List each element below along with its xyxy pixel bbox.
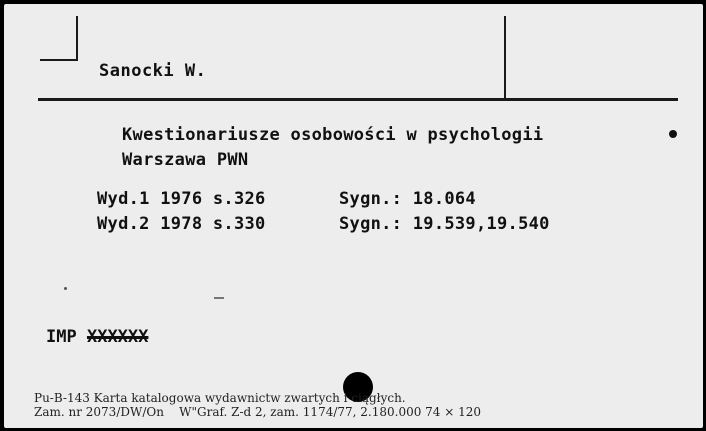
footer-line-1: Pu-B-143 Karta katalogowa wydawnictw zwartych i ciągłych. (34, 391, 406, 405)
header-divider (504, 16, 506, 100)
signature-1: Sygn.: 18.064 (339, 189, 476, 209)
imp-label: IMP (46, 327, 77, 347)
signature-2: Sygn.: 19.539,19.540 (339, 214, 550, 234)
imp-struck-text: XXXXXX (86, 327, 149, 347)
edition-2: Wyd.2 1978 s.330 (97, 214, 266, 234)
imp-line (46, 327, 148, 347)
place-publisher: Warszawa PWN (122, 150, 249, 170)
header-rule (38, 98, 678, 101)
footer-line-2: Zam. nr 2073/DW/On W"Graf. Z-d 2, zam. 1174/77, 2.180.000 74 × 120 (34, 405, 482, 419)
speck (64, 287, 67, 290)
corner-vertical-line (76, 16, 78, 60)
stray-mark (214, 297, 224, 299)
catalog-card (4, 4, 703, 428)
author-name: Sanocki W. (99, 61, 207, 81)
edition-1: Wyd.1 1976 s.326 (97, 189, 266, 209)
bullet-mark (669, 130, 677, 138)
corner-horizontal-line (40, 59, 78, 61)
book-title: Kwestionariusze osobowości w psychologii (122, 125, 544, 145)
